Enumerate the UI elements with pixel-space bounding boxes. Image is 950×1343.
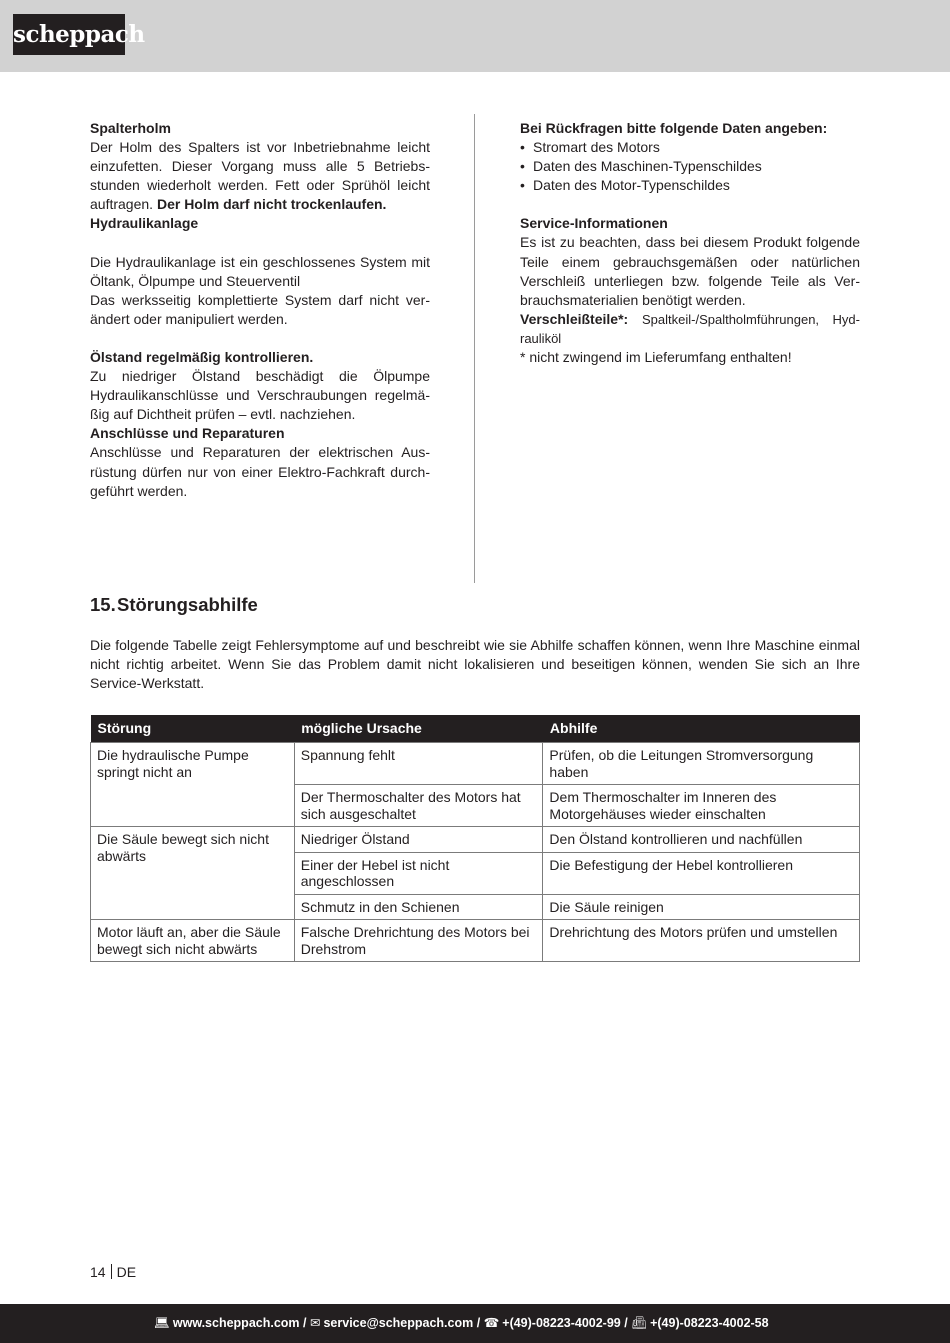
brand-logo: scheppach <box>13 14 125 55</box>
hydraulik-text-1: Die Hydraulikanlage ist ein geschlossenes System mit Öltank, Ölpumpe und Steuerventil <box>90 253 430 289</box>
anschluesse-text: Anschlüsse und Reparaturen der elektrischen Ausrüstung dürfen nur von einer Elektro-Fachkraft durchgeführt werden. <box>90 444 430 499</box>
spacer <box>90 234 430 253</box>
spalterholm-paragraph <box>90 138 430 214</box>
cell-abhilfe: Den Ölstand kontrollieren und nachfüllen <box>543 827 860 853</box>
section-number: 15. <box>90 594 116 615</box>
verschleiss-text: Spaltkeil-/Spaltholmführungen, Hydrauliköl <box>520 311 861 346</box>
cell-abhilfe: Die Säule reinigen <box>543 894 860 920</box>
page-header <box>0 0 950 72</box>
right-column <box>520 119 860 367</box>
spalterholm-text: Der Holm des Spalters ist vor Inbetriebnahme leicht einzufetten. Dieser Vorgang muss alle 5 Betriebsstunden wiederholt werden. Fett oder Sprühöl leicht auftragen. <box>90 139 430 213</box>
column-header-ursache: mögliche Ursache <box>294 715 543 743</box>
anschluesse-heading: Anschlüsse und Reparaturen <box>90 425 285 442</box>
page-number-separator <box>111 1264 112 1279</box>
footer-separator: / <box>624 1316 628 1330</box>
cell-ursache: Schmutz in den Schienen <box>294 894 543 920</box>
telephone-icon: ☎︎ <box>483 1316 500 1330</box>
cell-ursache: Falsche Drehrichtung des Motors bei Drehstrom <box>294 920 543 962</box>
cell-stoerung: Motor läuft an, aber die Säule bewegt sich nicht abwärts <box>91 920 295 962</box>
table-row <box>91 827 860 853</box>
cell-ursache: Der Thermoschalter des Motors hat sich ausgeschaltet <box>294 785 543 827</box>
cell-abhilfe: Prüfen, ob die Leitungen Stromversorgung haben <box>543 743 860 785</box>
spalterholm-heading: Spalterholm <box>90 120 171 136</box>
service-text: Es ist zu beachten, dass bei diesem Produkt folgende Teile einem gebrauchsgemäßen oder natürlichen Verschleiß unterliegen bzw. folgende Teile als Verbrauchsmaterialien benötigt werden. <box>520 234 860 308</box>
footer-website[interactable]: www.scheppach.com <box>172 1316 300 1330</box>
table-header-row <box>91 715 860 743</box>
cell-stoerung: Die hydraulische Pumpe springt nicht an <box>91 743 295 827</box>
cell-stoerung: Die Säule bewegt sich nicht abwärts <box>91 827 295 920</box>
section-title-text: Störungsabhilfe <box>117 594 258 615</box>
spacer <box>520 195 860 214</box>
list-item: • Daten des Motor-Typenschildes <box>520 176 860 195</box>
table-row <box>91 743 860 785</box>
section-intro: Die folgende Tabelle zeigt Fehlersymptome auf und beschreibt wie sie Abhilfe schaffen können, wenn Ihre Maschine einmal nicht richtig arbeitet. Wenn Sie das Problem damit nicht lokalisieren und beseitigen können, wenden Sie sich an Ihre Service-Werkstatt. <box>90 637 860 692</box>
rueckfragen-list <box>520 138 860 195</box>
verschleiss-label: Verschleißteile <box>520 310 619 327</box>
column-header-abhilfe: Abhilfe <box>543 715 860 743</box>
spalterholm-warning: Der Holm darf nicht trockenlaufen. <box>156 196 387 213</box>
footer-separator: / <box>303 1316 307 1330</box>
cell-abhilfe: Dem Thermoschalter im Inneren des Motorgehäuses wieder einschalten <box>543 785 860 827</box>
troubleshooting-table <box>90 715 860 962</box>
cell-ursache: Einer der Hebel ist nicht angeschlossen <box>294 852 543 894</box>
hydraulik-heading: Hydraulikanlage <box>90 215 199 232</box>
page-footer <box>0 1304 950 1343</box>
envelope-icon: ✉︎ <box>309 1316 321 1330</box>
list-item: • Daten des Maschinen-Typenschildes <box>520 157 860 176</box>
footer-email[interactable]: service@scheppach.com <box>323 1316 474 1330</box>
fax-icon: 📠︎ <box>631 1316 648 1330</box>
page-number-value: 14 <box>90 1264 106 1280</box>
oelstand-text: Zu niedriger Ölstand beschädigt die Ölpumpe Hydraulikanschlüsse und Verschraubungen regelmäßig auf Dichtheit prüfen – evtl. nachziehen. <box>90 368 430 423</box>
cell-ursache: Spannung fehlt <box>294 743 543 785</box>
section-title <box>90 594 258 616</box>
footer-phone: +(49)-08223-4002-99 <box>502 1316 621 1330</box>
computer-icon: 💻︎ <box>154 1316 170 1330</box>
cell-ursache: Niedriger Ölstand <box>294 827 543 853</box>
list-item: • Stromart des Motors <box>520 138 860 157</box>
rueckfragen-heading: Bei Rückfragen bitte folgende Daten angeben: <box>520 120 828 136</box>
cell-abhilfe: Drehrichtung des Motors prüfen und umstellen <box>543 920 860 962</box>
oelstand-heading: Ölstand regelmäßig kontrollieren. <box>90 348 314 365</box>
page-number <box>90 1264 136 1280</box>
footnote: * nicht zwingend im Lieferumfang enthalten! <box>520 349 792 366</box>
left-column <box>90 119 430 501</box>
spacer <box>90 329 430 348</box>
page-language: DE <box>116 1264 137 1280</box>
footer-fax: +(49)-08223-4002-58 <box>650 1316 769 1330</box>
cell-abhilfe: Die Befestigung der Hebel kontrollieren <box>543 852 860 894</box>
column-divider <box>474 114 475 583</box>
footer-separator: / <box>476 1316 481 1330</box>
footer-contacts <box>154 1304 769 1343</box>
verschleiss-star: *: <box>618 310 629 327</box>
table-row <box>91 920 860 962</box>
service-heading: Service-Informationen <box>520 215 668 232</box>
column-header-stoerung: Störung <box>91 715 295 743</box>
hydraulik-text-2: Das werksseitig komplettierte System darf nicht verändert oder manipuliert werden. <box>90 291 430 327</box>
verschleiss-paragraph <box>520 310 860 348</box>
